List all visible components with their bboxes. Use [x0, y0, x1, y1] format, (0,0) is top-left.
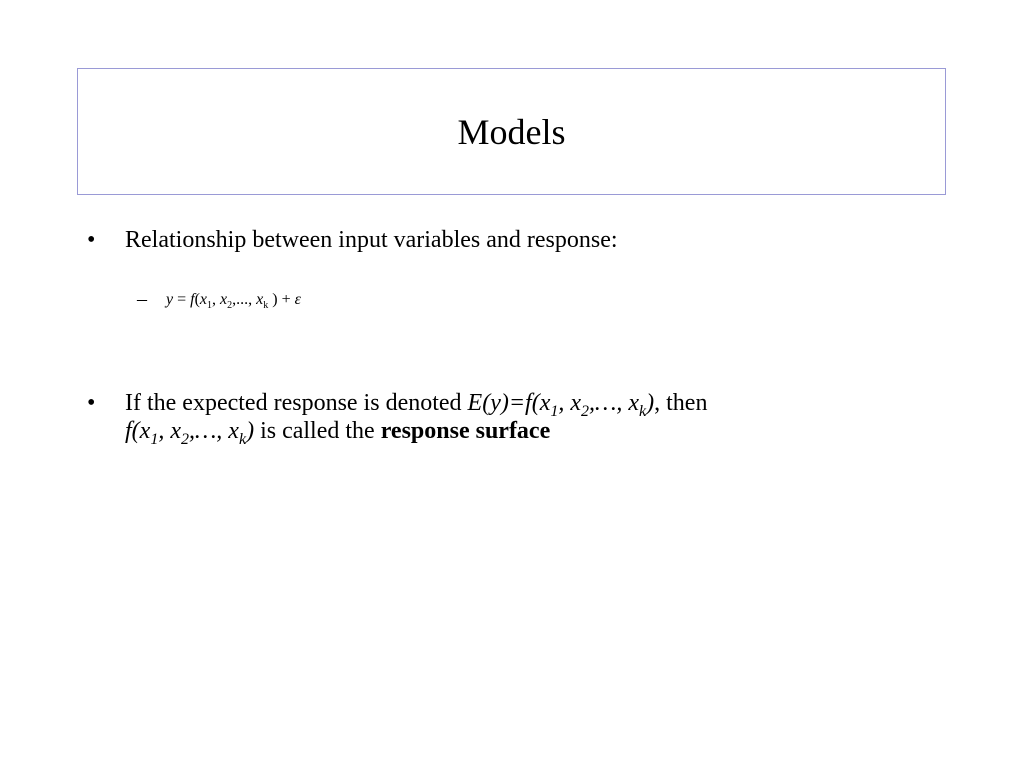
- formula-xk: x: [256, 291, 264, 308]
- formula-x1: x: [199, 291, 208, 308]
- formula-x2: x: [220, 291, 228, 308]
- title-box: [77, 68, 946, 195]
- text-part1: If the expected response is denoted: [125, 390, 468, 416]
- formula-dots: ,...,: [232, 291, 253, 308]
- text-part2: , then: [654, 390, 708, 416]
- model-formula: $y = f(x_1$, $x_2$,..., $x_k$ ) + ε: [166, 291, 301, 312]
- formula-open-paren: (: [194, 291, 200, 308]
- formula-sub-1: 1: [207, 300, 213, 312]
- slide-title: Models: [457, 111, 566, 152]
- formula-sub-k: k: [263, 300, 269, 312]
- expr-function: $f(x_1$, $x_2,\dots$, $x_k$): [125, 418, 255, 448]
- formula-plus: +: [281, 291, 291, 308]
- formula-sub-2: 2: [227, 300, 233, 312]
- bullet-marker: •: [87, 227, 96, 253]
- response-surface-term: response surface: [380, 418, 551, 444]
- formula-epsilon: ε: [294, 291, 301, 308]
- formula-y: y: [166, 291, 174, 308]
- expr-expected-response: $E(y)=f(x_1$, $x_2,\dots$, $x_k$): [467, 390, 655, 420]
- text-part3: is called the: [254, 418, 381, 444]
- formula-close-paren: ): [272, 291, 278, 308]
- sub-bullet-marker: –: [137, 288, 147, 310]
- formula-equals: =: [177, 291, 187, 308]
- bullet-marker: •: [87, 390, 96, 416]
- bullet-text-relationship: Relationship between input variables and response:: [125, 227, 618, 253]
- bullet-text-response-surface: [125, 389, 945, 448]
- formula-f: f: [190, 291, 195, 308]
